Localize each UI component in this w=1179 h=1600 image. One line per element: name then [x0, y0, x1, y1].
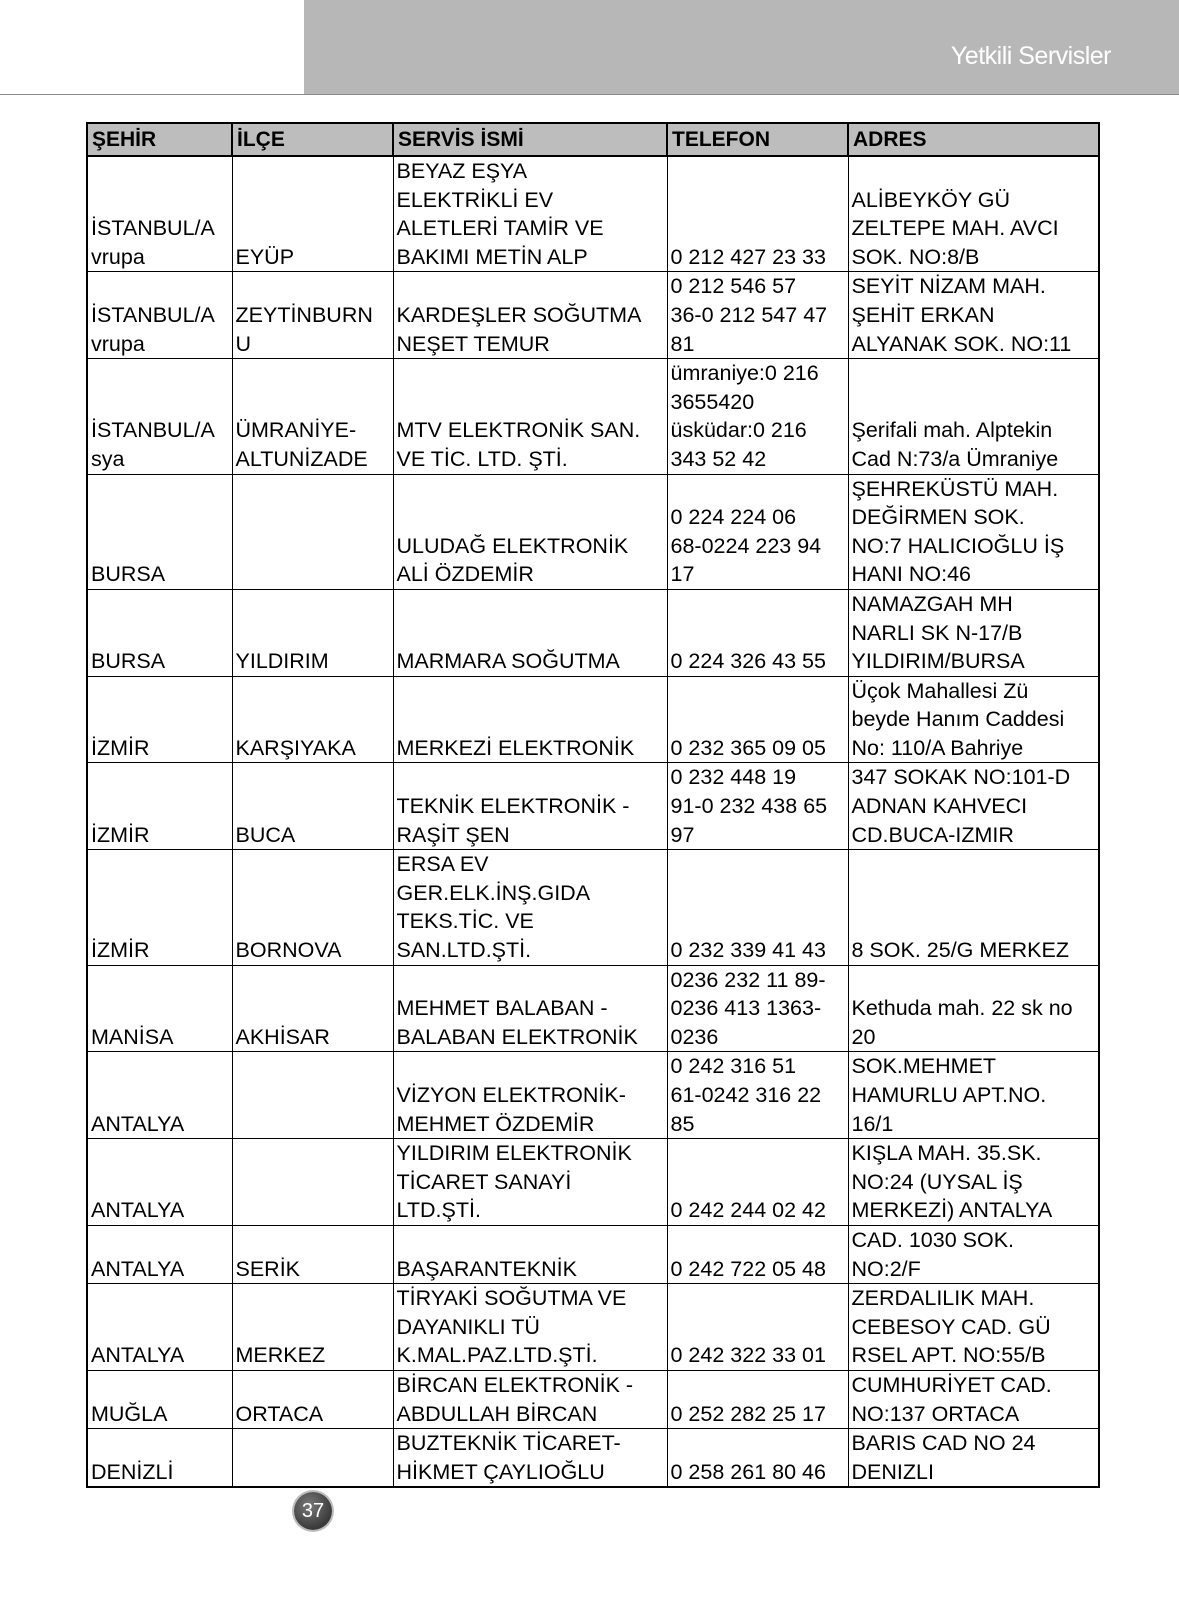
address-cell: ZERDALILIK MAH. CEBESOY CAD. GÜ RSEL APT. NO:55/B	[848, 1284, 1099, 1371]
phone-cell: 0236 232 11 89- 0236 413 1363- 0236	[667, 965, 848, 1052]
city-cell: ANTALYA	[87, 1284, 232, 1371]
table-row	[87, 850, 1099, 965]
district-cell: ORTACA	[232, 1370, 393, 1428]
page-number-badge: 37	[294, 1492, 332, 1530]
city-cell: ANTALYA	[87, 1139, 232, 1226]
table-row	[87, 1052, 1099, 1139]
city-cell: ANTALYA	[87, 1225, 232, 1283]
table-row	[87, 1370, 1099, 1428]
phone-cell: ümraniye:0 216 3655420 üsküdar:0 216 343 52 42	[667, 359, 848, 474]
service-name-cell: ERSA EV GER.ELK.İNŞ.GIDA TEKS.TİC. VE SAN.LTD.ŞTİ.	[393, 850, 667, 965]
service-name-cell: BEYAZ EŞYA ELEKTRİKLİ EV ALETLERİ TAMİR VE BAKIMI METİN ALP	[393, 156, 667, 272]
table-row	[87, 1429, 1099, 1488]
district-cell: BUCA	[232, 763, 393, 850]
column-header-phone: TELEFON	[667, 123, 848, 156]
address-cell: 8 SOK. 25/G MERKEZ	[848, 850, 1099, 965]
table-row	[87, 1225, 1099, 1283]
service-name-cell: MTV ELEKTRONİK SAN. VE TİC. LTD. ŞTİ.	[393, 359, 667, 474]
address-cell: ŞEHREKÜSTÜ MAH. DEĞİRMEN SOK. NO:7 HALICIOĞLU İŞ HANI NO:46	[848, 474, 1099, 589]
city-cell: İSTANBUL/A sya	[87, 359, 232, 474]
city-cell: BURSA	[87, 589, 232, 676]
service-name-cell: BUZTEKNİK TİCARET- HİKMET ÇAYLIOĞLU	[393, 1429, 667, 1488]
service-name-cell: MARMARA SOĞUTMA	[393, 589, 667, 676]
table-body	[87, 156, 1099, 1487]
column-header-address: ADRES	[848, 123, 1099, 156]
address-cell: CAD. 1030 SOK. NO:2/F	[848, 1225, 1099, 1283]
phone-cell: 0 242 722 05 48	[667, 1225, 848, 1283]
phone-cell: 0 242 322 33 01	[667, 1284, 848, 1371]
service-name-cell: MERKEZİ ELEKTRONİK	[393, 676, 667, 763]
table-row	[87, 965, 1099, 1052]
city-cell: İZMİR	[87, 676, 232, 763]
phone-cell: 0 252 282 25 17	[667, 1370, 848, 1428]
column-header-district: İLÇE	[232, 123, 393, 156]
district-cell: EYÜP	[232, 156, 393, 272]
address-cell: BARIS CAD NO 24 DENIZLI	[848, 1429, 1099, 1488]
service-name-cell: ULUDAĞ ELEKTRONİK ALİ ÖZDEMİR	[393, 474, 667, 589]
district-cell	[232, 1139, 393, 1226]
service-name-cell: KARDEŞLER SOĞUTMA NEŞET TEMUR	[393, 272, 667, 359]
district-cell: BORNOVA	[232, 850, 393, 965]
phone-cell: 0 232 365 09 05	[667, 676, 848, 763]
header-divider	[0, 94, 1179, 95]
table-row	[87, 676, 1099, 763]
address-cell: Kethuda mah. 22 sk no 20	[848, 965, 1099, 1052]
address-cell: NAMAZGAH MH NARLI SK N-17/B YILDIRIM/BURSA	[848, 589, 1099, 676]
phone-cell: 0 212 546 57 36-0 212 547 47 81	[667, 272, 848, 359]
table-header-row	[87, 123, 1099, 156]
service-table	[86, 122, 1100, 1488]
address-cell: Şerifali mah. Alptekin Cad N:73/a Ümraniye	[848, 359, 1099, 474]
table-row	[87, 474, 1099, 589]
address-cell: Üçok Mahallesi Zü beyde Hanım Caddesi No: 110/A Bahriye	[848, 676, 1099, 763]
address-cell: ALİBEYKÖY GÜ ZELTEPE MAH. AVCI SOK. NO:8/B	[848, 156, 1099, 272]
header-band	[304, 0, 1179, 94]
district-cell: ÜMRANİYE- ALTUNİZADE	[232, 359, 393, 474]
district-cell	[232, 474, 393, 589]
column-header-city: ŞEHİR	[87, 123, 232, 156]
district-cell: SERİK	[232, 1225, 393, 1283]
service-name-cell: VİZYON ELEKTRONİK- MEHMET ÖZDEMİR	[393, 1052, 667, 1139]
city-cell: MUĞLA	[87, 1370, 232, 1428]
table-row	[87, 763, 1099, 850]
city-cell: DENİZLİ	[87, 1429, 232, 1488]
table-row	[87, 589, 1099, 676]
service-name-cell: MEHMET BALABAN - BALABAN ELEKTRONİK	[393, 965, 667, 1052]
column-header-service-name: SERVİS İSMİ	[393, 123, 667, 156]
service-name-cell: BAŞARANTEKNİK	[393, 1225, 667, 1283]
district-cell	[232, 1429, 393, 1488]
page-title: Yetkili Servisler	[950, 42, 1111, 70]
phone-cell: 0 224 224 06 68-0224 223 94 17	[667, 474, 848, 589]
phone-cell: 0 212 427 23 33	[667, 156, 848, 272]
district-cell: KARŞIYAKA	[232, 676, 393, 763]
city-cell: İSTANBUL/A vrupa	[87, 156, 232, 272]
service-name-cell: TEKNİK ELEKTRONİK - RAŞİT ŞEN	[393, 763, 667, 850]
table-row	[87, 1139, 1099, 1226]
phone-cell: 0 242 244 02 42	[667, 1139, 848, 1226]
phone-cell: 0 232 448 19 91-0 232 438 65 97	[667, 763, 848, 850]
service-name-cell: YILDIRIM ELEKTRONİK TİCARET SANAYİ LTD.ŞTİ.	[393, 1139, 667, 1226]
table-row	[87, 272, 1099, 359]
district-cell	[232, 1052, 393, 1139]
address-cell: SOK.MEHMET HAMURLU APT.NO. 16/1	[848, 1052, 1099, 1139]
phone-cell: 0 242 316 51 61-0242 316 22 85	[667, 1052, 848, 1139]
address-cell: SEYİT NİZAM MAH. ŞEHİT ERKAN ALYANAK SOK. NO:11	[848, 272, 1099, 359]
phone-cell: 0 224 326 43 55	[667, 589, 848, 676]
address-cell: KIŞLA MAH. 35.SK. NO:24 (UYSAL İŞ MERKEZİ) ANTALYA	[848, 1139, 1099, 1226]
phone-cell: 0 232 339 41 43	[667, 850, 848, 965]
table-row	[87, 1284, 1099, 1371]
phone-cell: 0 258 261 80 46	[667, 1429, 848, 1488]
service-name-cell: TİRYAKİ SOĞUTMA VE DAYANIKLI TÜ K.MAL.PAZ.LTD.ŞTİ.	[393, 1284, 667, 1371]
city-cell: İZMİR	[87, 763, 232, 850]
city-cell: ANTALYA	[87, 1052, 232, 1139]
table-row	[87, 359, 1099, 474]
district-cell: MERKEZ	[232, 1284, 393, 1371]
district-cell: YILDIRIM	[232, 589, 393, 676]
address-cell: CUMHURİYET CAD. NO:137 ORTACA	[848, 1370, 1099, 1428]
district-cell: AKHİSAR	[232, 965, 393, 1052]
city-cell: İSTANBUL/A vrupa	[87, 272, 232, 359]
city-cell: BURSA	[87, 474, 232, 589]
city-cell: MANİSA	[87, 965, 232, 1052]
service-name-cell: BİRCAN ELEKTRONİK - ABDULLAH BİRCAN	[393, 1370, 667, 1428]
district-cell: ZEYTİNBURN U	[232, 272, 393, 359]
city-cell: İZMİR	[87, 850, 232, 965]
address-cell: 347 SOKAK NO:101-D ADNAN KAHVECI CD.BUCA-IZMIR	[848, 763, 1099, 850]
table-row	[87, 156, 1099, 272]
